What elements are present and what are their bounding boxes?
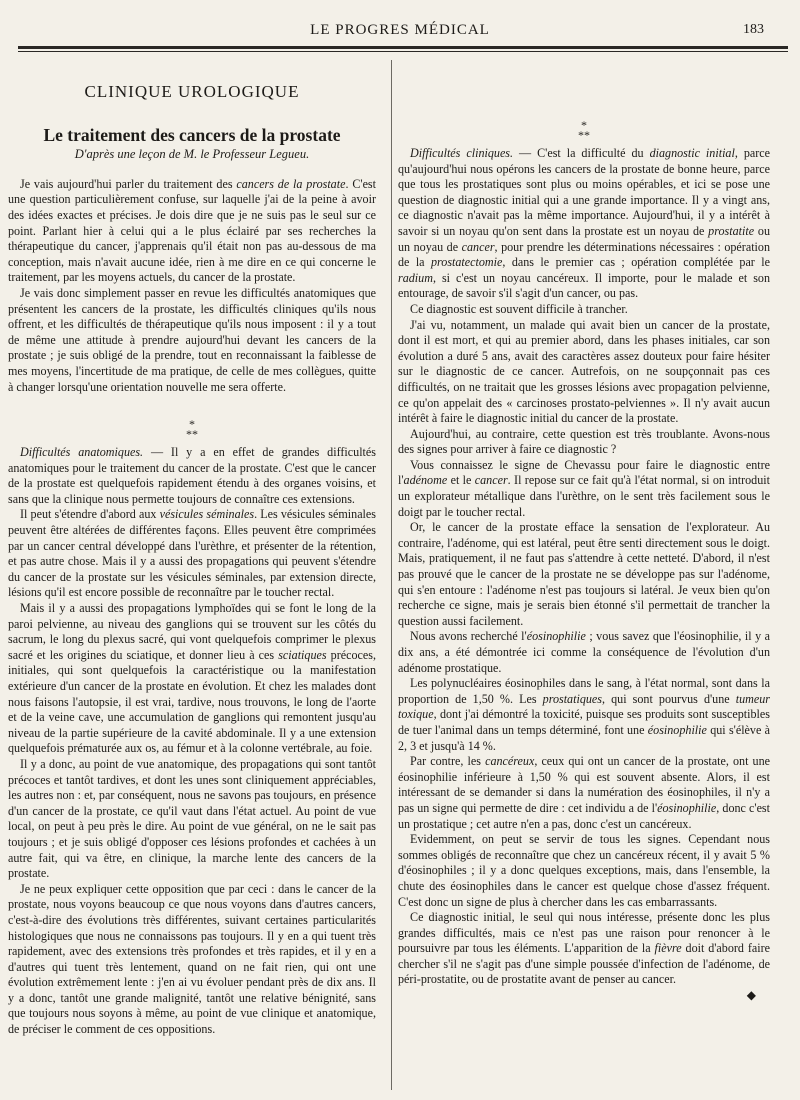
- subsection-lead: Difficultés cliniques.: [410, 146, 514, 160]
- clinical-paragraph-4: Aujourd'hui, au contraire, cette question est très troublante. Avons-nous des signes pour arriver à faire ce diagnostic ?: [398, 426, 770, 457]
- asterism-star: *: [192, 427, 198, 442]
- header-rule-thin: [18, 51, 788, 52]
- right-column: [398, 58, 770, 1088]
- page-number: 183: [743, 22, 764, 37]
- text-run: Il peut s'étendre d'abord aux: [20, 507, 160, 522]
- emphasis: cancer: [474, 473, 508, 488]
- anatomy-paragraph-3: [8, 601, 376, 757]
- text-run: , si c'est un noyau cancéreux. Il importe, pour le malade et son entourage, de savoir s'il s'agit d'un cancer, ou pas.: [398, 270, 770, 301]
- clinical-paragraph-8: [398, 676, 770, 754]
- emphasis: éosinophilie: [647, 722, 707, 737]
- clinical-paragraph-7: [398, 629, 770, 676]
- emphasis: radium: [398, 270, 433, 285]
- text-run: , dont j'ai démontré la toxicité, puisque ses produits sont susceptibles de tuer l'animal dans un temps déterminé, font une: [398, 707, 770, 737]
- text-run: — Il y a en effet de grandes difficultés anatomiques pour le traitement du cancer de la prostate. C'est que le cancer de la prostate est quelquefois rapidement étendu à des organes voisins, et sans que la clinique nous permette toujours de connaître ces extensions.: [8, 445, 376, 506]
- text-run: doit d'abord faire chercher s'il ne s'agit pas d'une simple poussée d'infection de l'adénome, de péri-prostatite, ou de prostatite avant de penser au cancer.: [398, 941, 770, 987]
- spacer: [8, 395, 376, 411]
- text-run: ; vous savez que l'éosinophilie, il y a dix ans, a été démontrée ici comme la conséquence de l'évolution d'un adénome prostatique.: [398, 629, 770, 675]
- asterism-star: *: [578, 128, 584, 142]
- text-run: précoces, initiales, qui sont quelquefois la caractéristique ou la manifestation extérieure d'un cancer de la prostate en évolution. Et chez les malades dont nous faisons l'autopsie, il est vrai, tardive, nous trouvons, le long de l'aorte et de la veine cave, une accumulation de ganglions qui remontent jusqu'au niveau de la partie supérieure de la cavité abdominale. Il y a une extension quelquefois prématurée aux os, au fémur et à la colonne vertébrale, au foie.: [8, 647, 376, 756]
- emphasis: cancéreux: [485, 754, 535, 769]
- emphasis: diagnostic initial: [649, 146, 735, 160]
- text-run: , pour prendre les déterminations nécessaires : opération de la: [398, 239, 770, 270]
- emphasis: prostatectomie: [430, 255, 503, 270]
- emphasis: éosinophilie: [657, 800, 717, 815]
- text-run: Ce diagnostic initial, le seul qui nous intéresse, présente donc les plus grandes difficultés, mais ce n'est pas une raison pour renoncer à le poursuivre par tous les éléments. L'apparition de la: [398, 910, 770, 956]
- clinical-paragraph-1: [398, 146, 770, 302]
- text-run: Je vais aujourd'hui parler du traitement des: [20, 176, 237, 191]
- emphasis: adénome: [403, 473, 448, 488]
- anatomy-paragraph-1: [8, 445, 376, 507]
- anatomy-paragraph-4: Il y a donc, au point de vue anatomique, des propagations qui sont tantôt précoces et tantôt tardives, et dont les unes sont cliniquement appréciables, les autres non : et, par conséquent, nous ne savons pas toujours, en présence d'un cancer de la prostate, ce qu'il vaut dans l'état actuel. Au point de vue local, on peut à peu près le dire. Au point de vue général, on ne le sait pas toujours ; et je suis obligé d'opposer ces lésions profondes et cachées à un autre fait, qui va être, en clinique, la marche lente des cancers de la prostate.: [8, 756, 376, 881]
- anatomy-paragraph-5: Je ne peux expliquer cette opposition que par ceci : dans le cancer de la prostate, nous voyons beaucoup ce que nous voyons dans d'autres cancers, c'est-à-dire des évolutions très différentes, suivant certaines particularités histologiques que nous ne connaissons pas toujours. Il y en a qui tuent très rapidement, avec des extensions très profondes et très rapides, et il y en a d'autres qui tuent très lentement, quand on ne fait rien, qui ont une évolution extrêmement lente : j'en ai vu évoluer pendant près de dix ans. Il y a donc, tantôt une grande malignité, tantôt une relative bénignité, sans que toujours nous soyons à même, au point de vue clinique et anatomique, de préciser le comment de ces oppositions.: [8, 881, 376, 1037]
- text-run: qui s'élève à 2, 3 et jusqu'à 14 %.: [398, 722, 770, 753]
- text-run: , dans le premier cas ; opération complétée par le: [502, 255, 770, 270]
- article-title: Le traitement des cancers de la prostate: [43, 124, 341, 145]
- end-mark-icon: ◆: [746, 988, 756, 1003]
- text-run: et le: [447, 473, 475, 488]
- clinical-paragraph-9: [398, 754, 770, 832]
- text-run: , ceux qui ont un cancer de la prostate, ont une éosinophilie inférieure à 1,50 % qui est souvent absente. Alors, il est intéressant de se demander si dans la numération des éosinophiles, il n'y a pas un signe qui permette de dire : cet individu a de l': [398, 754, 770, 815]
- text-run: . Les vésicules séminales peuvent être altérées de différentes façons. Elles peuvent être comprimées par un cancer central développé dans l'urèthre, et présenter de la rétention, et pas autre chose. Mais il y a aussi des propagations qui peuvent s'étendre du cancer de la prostate sur les vésicules séminales, par extension directe, lésions qu'il est encore possible de reconnaître par le toucher rectal.: [8, 507, 376, 600]
- header-rule-thick: [18, 46, 788, 49]
- emphasis: prostatite: [708, 223, 755, 238]
- left-column: [8, 60, 376, 1090]
- text-run: Les polynucléaires éosinophiles dans le sang, à l'état normal, sont dans la proportion de 1,50 %. Les: [398, 676, 770, 706]
- asterism-star: *: [584, 128, 590, 142]
- text-run: ou un noyau de: [398, 223, 770, 254]
- column-divider: [391, 60, 392, 1090]
- clinical-paragraph-6: Or, le cancer de la prostate efface la sensation de l'explorateur. Au contraire, l'adénome, qui est latéral, peut être senti directement sous le doigt. Mais, pratiquement, il ne faut pas s'attendre à cette netteté. D'abord, il n'est pas prouvé que le cancer de la prostate ne se développe pas sur l'adénome, qui s'en entoure : l'adénome n'est pas toujours si latéral. Je veux bien qu'on recherche ce signe, mais je serais bien étonné s'il permettait de trancher la question aussi facilement.: [398, 520, 770, 628]
- clinical-paragraph-3: J'ai vu, notamment, un malade qui avait bien un cancer de la prostate, dont il est mort, et qui au premier abord, dans les phases initiales, car son évolution a duré 5 ans, avait des caractères assez douteux pour faire hésiter sur le diagnostic de ce cancer. Autrefois, on ne soupçonnait pas ces difficultés, on ne traitait que les grosses lésions avec propagation pelvienne, ce qu'on appelait des « carcinoses prostato-pelviennes ». Il n'y avait aucun intérêt à faire le diagnostic initial du cancer de la prostate.: [398, 317, 770, 426]
- clinical-paragraph-10: Evidemment, on peut se servir de tous les signes. Cependant nous sommes obligés de reconnaître que chez un cancéreux récent, il y avait 5 % d'éosinophiles ; il y a donc quelques exceptions, mais, dans l'ensemble, la chute des éosinophiles dans le cancer est quelque chose d'assez fréquent. C'est donc un signe de plus à chercher dans les cas embarrassants.: [398, 832, 770, 909]
- anatomy-paragraph-2: [8, 507, 376, 601]
- text-run: , qui sont pourvus d'une: [602, 691, 736, 706]
- emphasis: prostatiques: [542, 691, 602, 706]
- asterism-star: *: [186, 427, 192, 442]
- text-run: . C'est une question particulièrement confuse, sur laquelle j'ai de la peine à avoir des idées exactes et précises. Je dois dire que je ne suis pas le seul sur ce point. Parlant hier à celui qui a le plus éclairé par ses recherches la thérapeutique du cancer, j'apprenais qu'il était non pas au-dessous de ma conception, mais n'avait aucune idée, rien à me dire en ce qui concerne le traitement, par les moyens actuels, du cancer de la prostate.: [8, 176, 376, 285]
- clinical-paragraph-5: [398, 458, 770, 520]
- emphasis: éosinophilie: [526, 629, 586, 644]
- section-title: CLINIQUE UROLOGIQUE: [84, 82, 300, 101]
- text-run: Vous connaissez le signe de Chevassu pour faire le diagnostic entre l': [398, 457, 770, 488]
- byline: D'après une leçon de M. le Professeur Legueu.: [74, 147, 310, 162]
- running-head: [0, 22, 800, 44]
- running-title: LE PROGRES MÉDICAL: [310, 22, 490, 38]
- text-run: Par contre, les: [410, 754, 486, 769]
- emphasis: tumeur toxique: [398, 691, 770, 722]
- emphasis: fièvre: [654, 941, 682, 956]
- intro-paragraph-1: [8, 177, 376, 286]
- clinical-paragraph-2: Ce diagnostic est souvent difficile à trancher.: [410, 301, 628, 316]
- emphasis: cancer: [461, 239, 495, 254]
- asterism-2: [398, 120, 770, 140]
- asterism-star: *: [581, 118, 587, 132]
- text-run: — C'est la difficulté du: [513, 146, 650, 160]
- text-run: . Il repose sur ce fait qu'à l'état normal, si on introduit un explorateur métallique dans l'urèthre, on le sent très facilement sous le doigt par le toucher rectal.: [398, 473, 770, 519]
- asterism-star: *: [189, 417, 195, 432]
- text-run: , parce qu'aujourd'hui nous opérons les cancers de la prostate de bonne heure, parce que tous les prostatiques sont plus ou moins opérables, et ici se pose une question de diagnostic initial qui a une grande importance. Il y a vingt ans, ce diagnostic n'avait pas la même importance. Aujourd'hui, il y a intérêt à savoir si un noyau qu'on sent dans la prostate est un noyau de: [398, 146, 770, 238]
- text-run: Mais il y a aussi des propagations lymphoïdes qui se font le long de la paroi pelvienne, au niveau des ganglions qui se trouvent sur les côtés du sacrum, le long du plexus sacré, qui vont quelquefois comprimer le plexus sacré et les origines du sciatique, et donner lieu à ces: [8, 601, 376, 662]
- clinical-paragraph-11: [398, 910, 770, 988]
- emphasis: sciatiques: [278, 647, 327, 662]
- emphasis: cancers de la prostate: [236, 176, 346, 191]
- text-run: , donc c'est un prostatique ; cet autre n'en a pas, donc c'est un cancéreux.: [398, 800, 770, 831]
- intro-paragraph-2: Je vais donc simplement passer en revue les difficultés anatomiques que présentent les cancers de la prostate, les difficultés cliniques qu'ils nous offrent, et les difficultés de thérapeutique qu'ils nous imposent : il y a tout de même une attitude à prendre aujourd'hui devant les cancers de la prostate ; je suis obligé de la prendre, tout en reconnaissant la faiblesse de mes moyens, l'incertitude de ma pratique, de celle de mes collègues, quitte à changer lorsqu'une orientation nouvelle me sera offerte.: [8, 285, 376, 394]
- asterism-1: [8, 417, 376, 442]
- emphasis: vésicules séminales: [159, 507, 255, 522]
- text-run: Nous avons recherché l': [410, 629, 527, 644]
- subsection-lead: Difficultés anatomiques.: [20, 445, 144, 460]
